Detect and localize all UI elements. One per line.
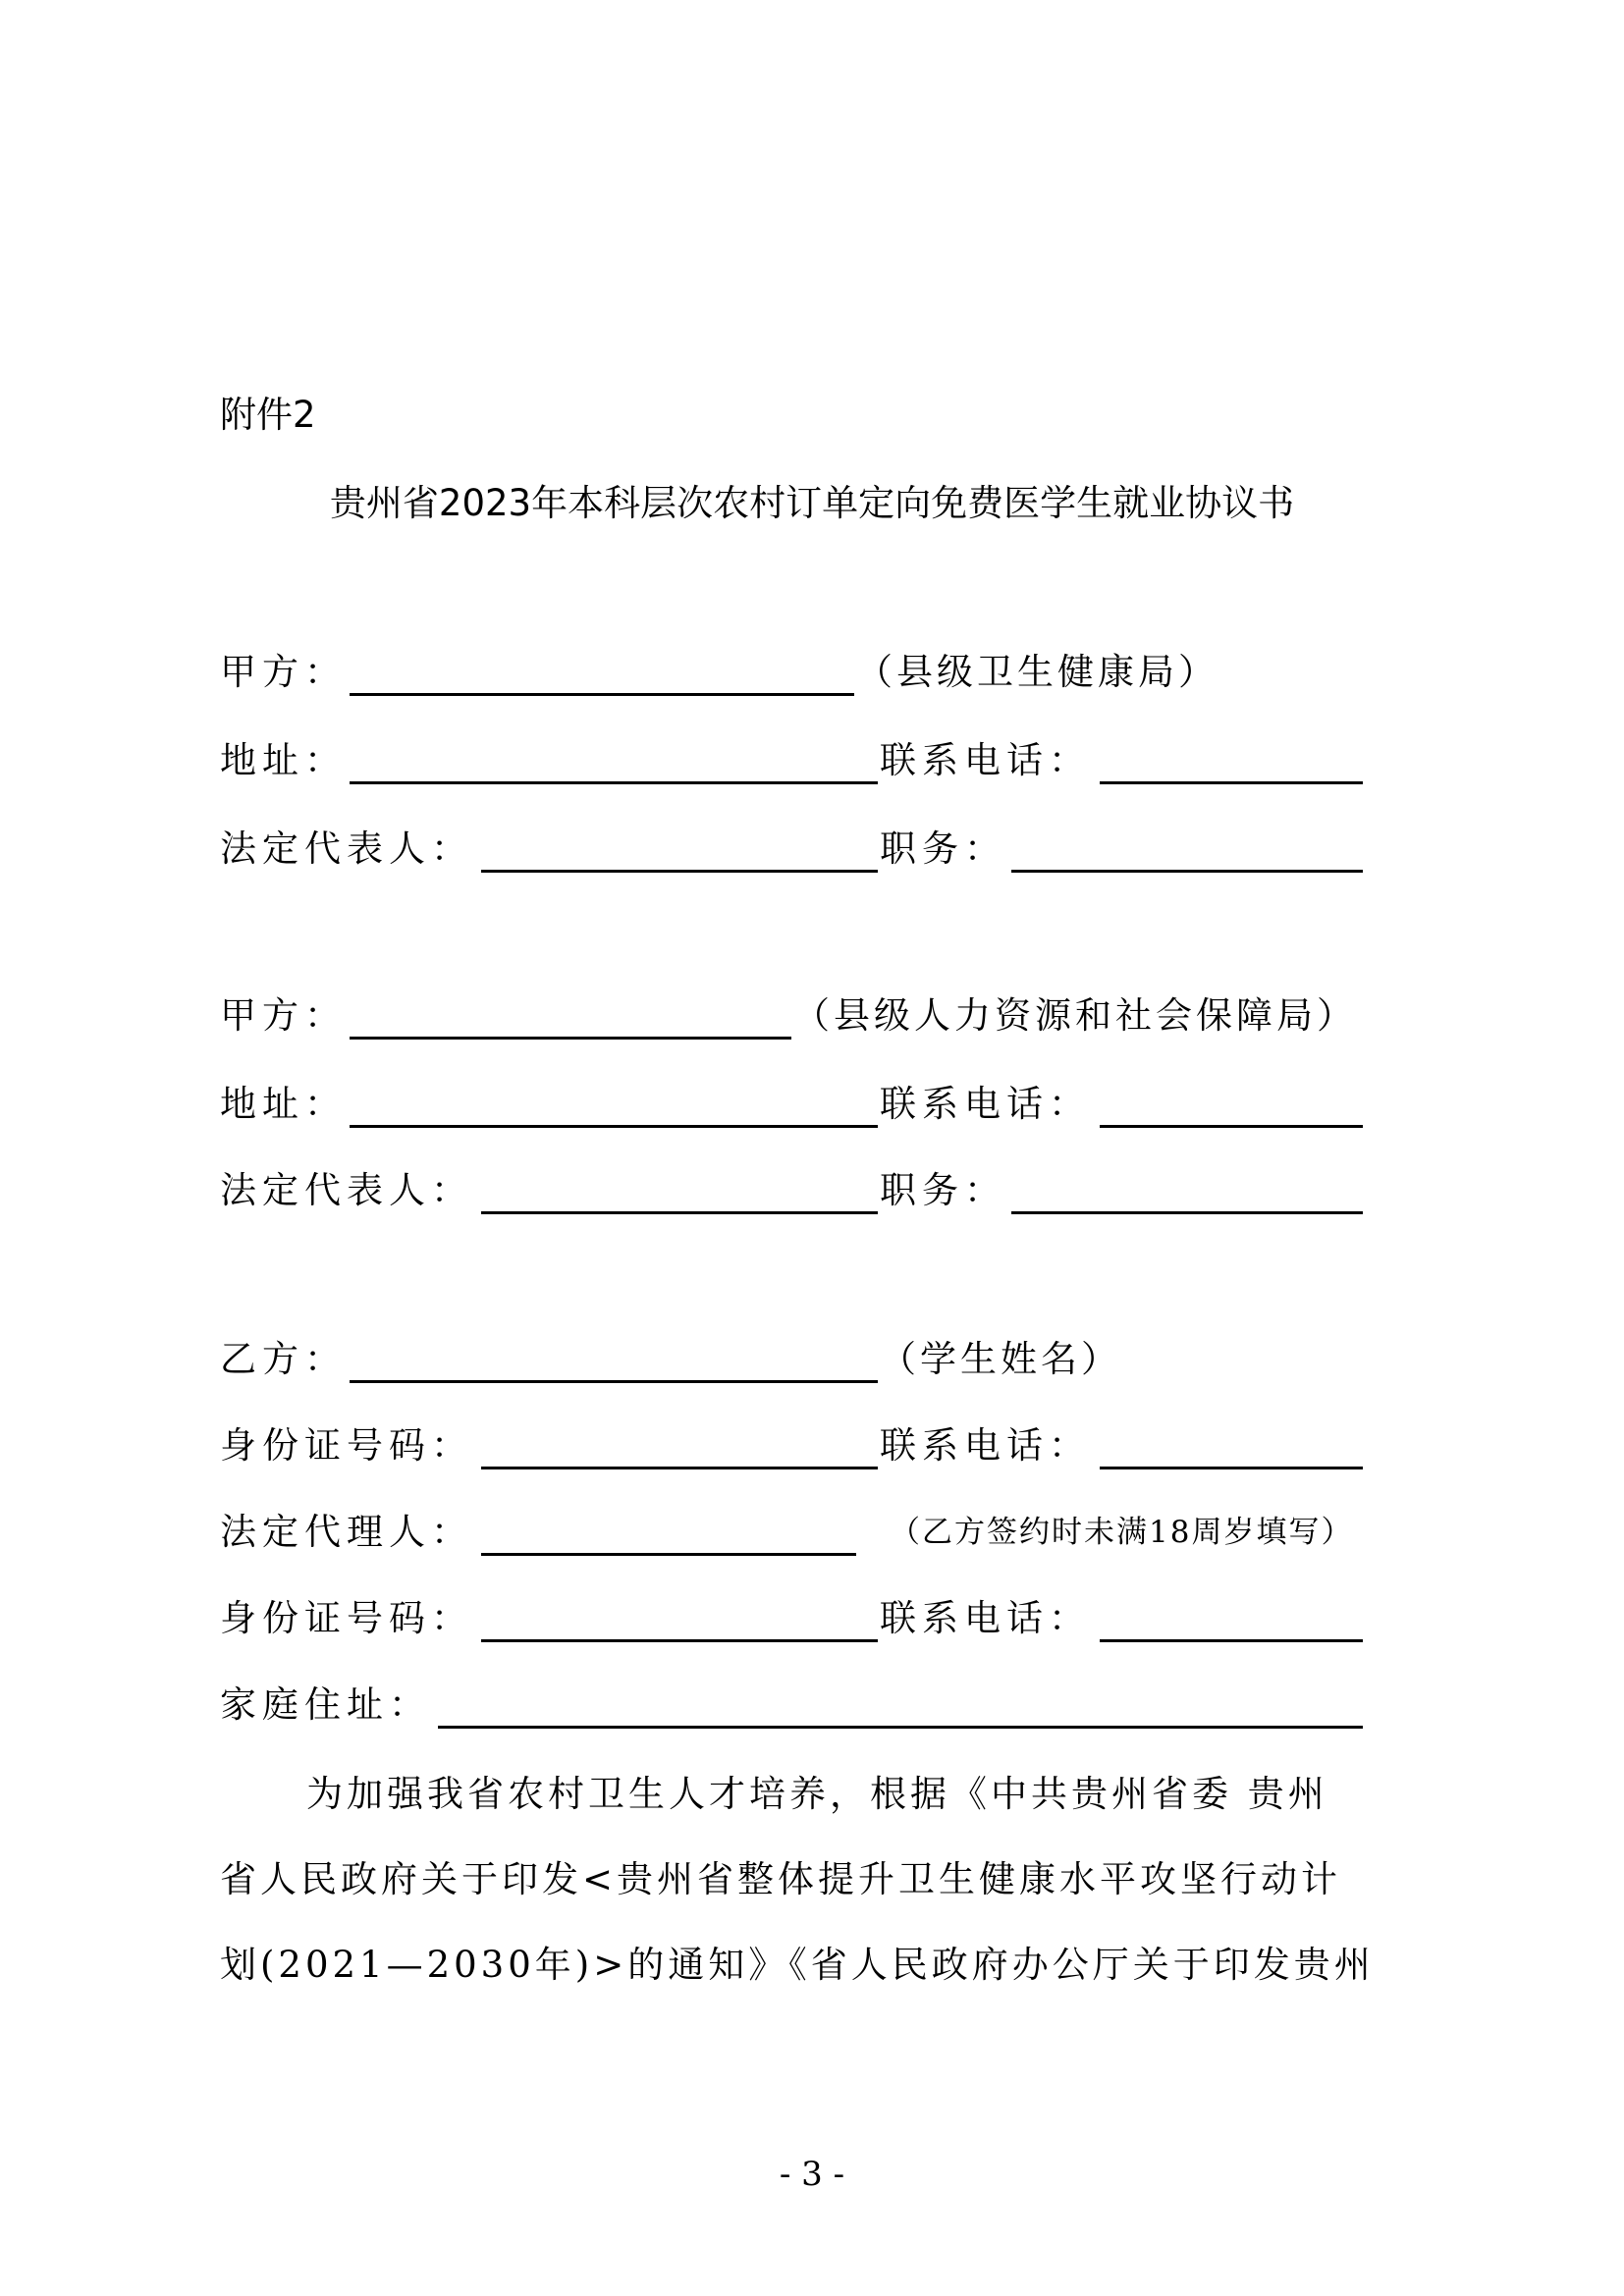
party-a2-phone-label: 联系电话：: [880, 1083, 1091, 1125]
party-a2-address-field[interactable]: [350, 1125, 878, 1128]
party-a2-position-field[interactable]: [1011, 1211, 1363, 1214]
attachment-label: 附件2: [220, 394, 316, 436]
body-paragraph: [220, 1751, 1430, 2007]
party-b-guardian-phone-field[interactable]: [1100, 1639, 1363, 1642]
party-a1-position-label: 职务：: [880, 828, 1006, 870]
party-b-guardian-phone-label: 联系电话：: [880, 1597, 1091, 1639]
party-a2-note: （县级人力资源和社会保障局）: [793, 994, 1357, 1037]
party-a1-name-field[interactable]: [350, 693, 854, 696]
party-a1-label: 甲方：: [220, 651, 347, 693]
party-b-guardian-id-label: 身份证号码：: [220, 1597, 473, 1639]
party-b-id-field[interactable]: [481, 1467, 878, 1469]
party-b-home-label: 家庭住址：: [220, 1683, 431, 1726]
party-b-phone-field[interactable]: [1100, 1467, 1363, 1469]
party-b-guardian-field[interactable]: [481, 1553, 856, 1556]
party-a1-address-label: 地址：: [220, 739, 347, 781]
party-b-id-label: 身份证号码：: [220, 1424, 473, 1467]
party-a2-name-field[interactable]: [350, 1037, 791, 1040]
party-a2-rep-label: 法定代表人：: [220, 1169, 473, 1211]
party-b-home-field[interactable]: [438, 1726, 1363, 1729]
party-a2-position-label: 职务：: [880, 1169, 1006, 1211]
party-b-label: 乙方：: [220, 1338, 347, 1380]
party-a1-address-field[interactable]: [350, 781, 878, 784]
document-title: 贵州省2023年本科层次农村订单定向免费医学生就业协议书: [329, 482, 1295, 524]
party-b-guardian-id-field[interactable]: [481, 1639, 878, 1642]
party-a1-phone-field[interactable]: [1100, 781, 1363, 784]
body-line: 省人民政府关于印发<贵州省整体提升卫生健康水平攻坚行动计: [220, 1858, 1342, 1900]
party-a2-address-label: 地址：: [220, 1083, 347, 1125]
party-a2-phone-field[interactable]: [1100, 1125, 1363, 1128]
party-b-guardian-note: （乙方签约时未满18周岁填写）: [890, 1515, 1354, 1550]
party-a2-rep-field[interactable]: [481, 1211, 878, 1214]
party-a2-label: 甲方：: [220, 994, 347, 1037]
party-b-guardian-label: 法定代理人：: [220, 1511, 473, 1553]
party-a1-phone-label: 联系电话：: [880, 739, 1091, 781]
party-b-phone-label: 联系电话：: [880, 1424, 1091, 1467]
party-b-note: （学生姓名）: [880, 1338, 1121, 1380]
party-a1-rep-field[interactable]: [481, 870, 878, 873]
party-b-name-field[interactable]: [350, 1380, 878, 1383]
party-a1-rep-label: 法定代表人：: [220, 828, 473, 870]
party-a1-note: （县级卫生健康局）: [856, 651, 1218, 693]
body-line: 划(2021—2030年)>的通知》《省人民政府办公厅关于印发贵州: [220, 1944, 1375, 1986]
party-a1-position-field[interactable]: [1011, 870, 1363, 873]
body-line: 为加强我省农村卫生人才培养，根据《中共贵州省委 贵州: [306, 1773, 1328, 1815]
page-number: - 3 -: [779, 2155, 845, 2194]
